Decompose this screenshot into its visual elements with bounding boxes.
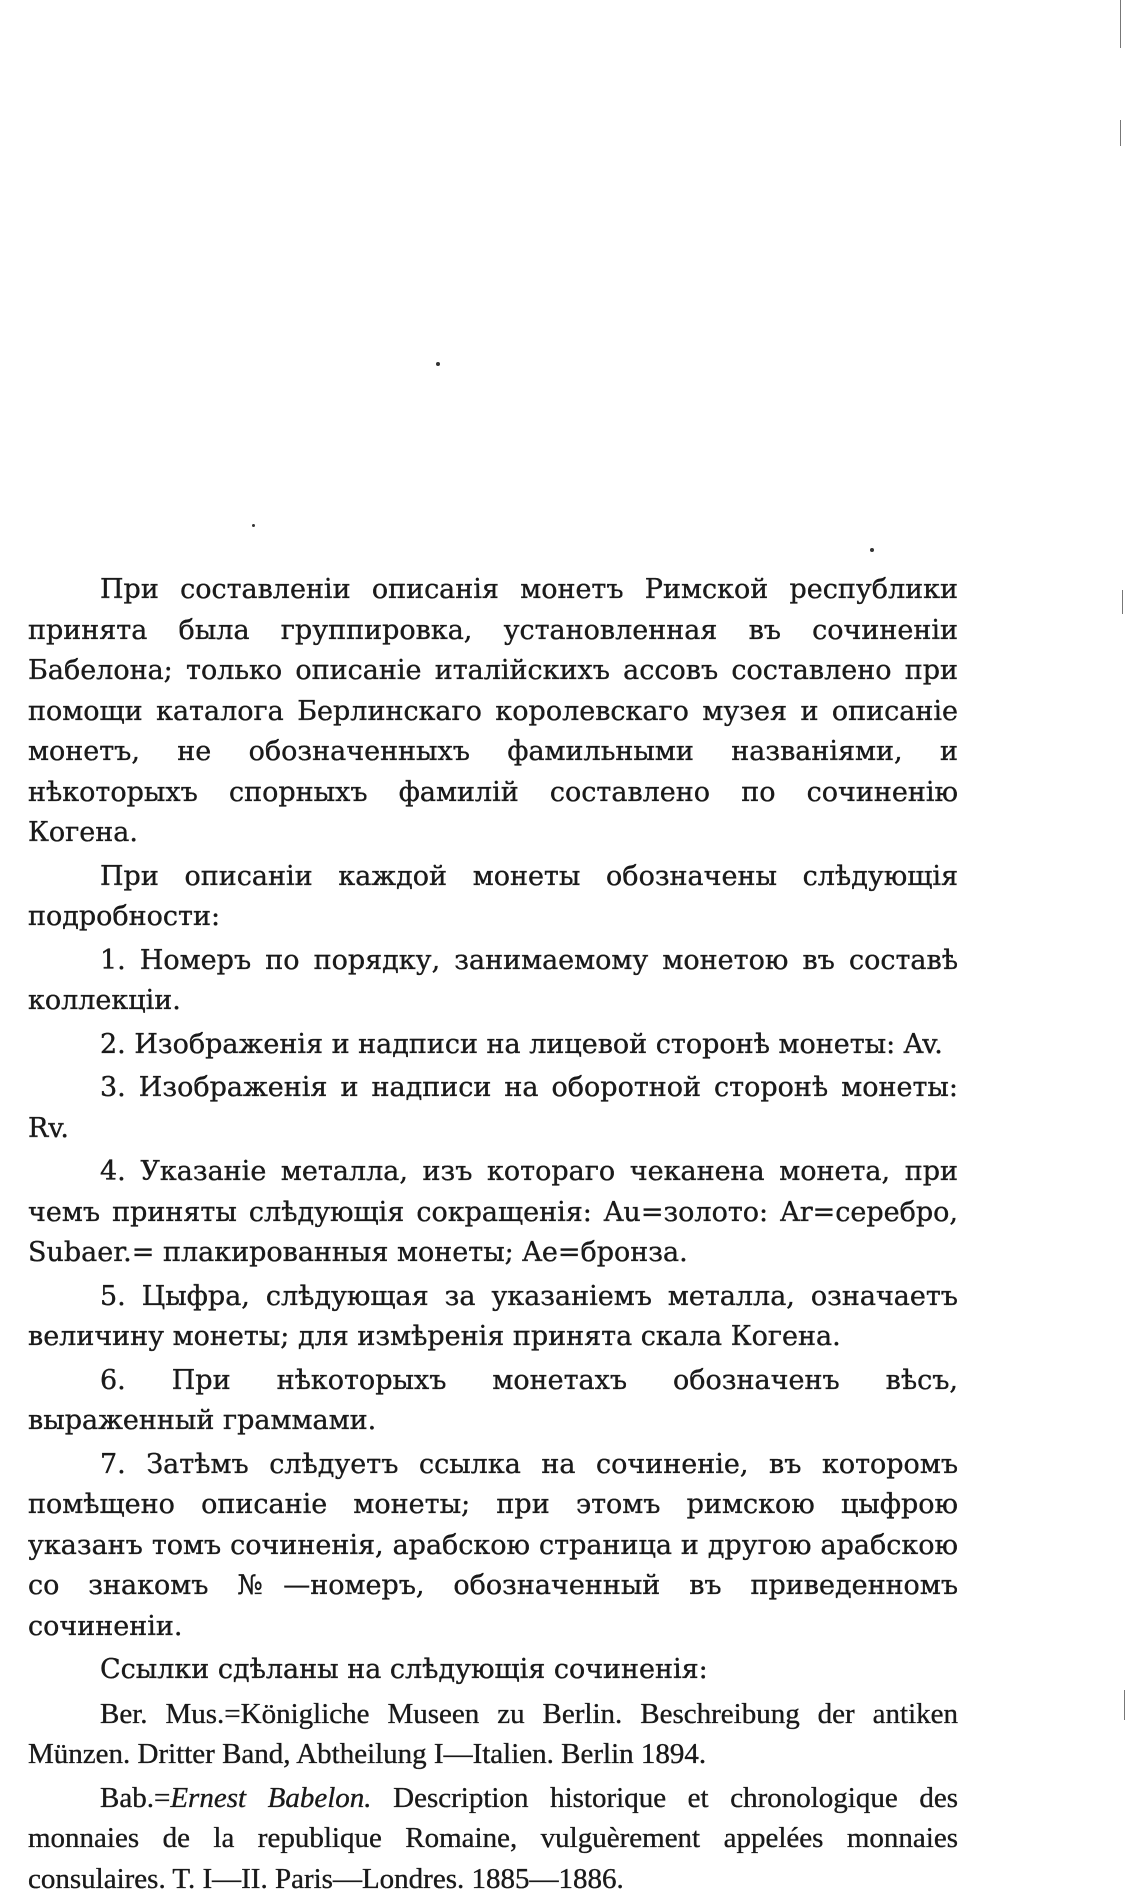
scan-margin-line: [1120, 120, 1121, 146]
list-item: 2. Изображенія и надписи на лицевой сторонѣ монеты: Av.: [100, 1028, 943, 1060]
reference-babelon: [28, 1778, 958, 1900]
intro-paragraph: При составленіи описанія монетъ Римской республики принята была группировка, установленная въ сочиненіи Бабелона; только описаніе италійскихъ ассовъ составлено при помощи каталога Берлинскаго королевскаго музея и описаніе монетъ, не обозначенныхъ фамильными названіями, и нѣкоторыхъ спорныхъ фамилій составлено по сочиненію Когена.: [28, 574, 958, 848]
scan-margin-line: [1122, 590, 1123, 614]
scan-margin-line: [1120, 0, 1121, 48]
reference-author: Ernest Babelon.: [170, 1781, 372, 1814]
scan-speck: [436, 362, 440, 366]
list-item: 4. Указаніе металла, изъ котораго чеканена монета, при чемъ приняты слѣдующія сокращенія: Au=золото: Ar=серебро, Subaer.= плакированныя монеты; Ae=бронза.: [28, 1156, 958, 1268]
body-text: [28, 570, 958, 1902]
reference-title: Description historique et chronologique des monnaies de la republique Romaine, vulguèrement appelées monnaies consulaires. T. I—II. Paris—Londres. 1885—1886.: [28, 1781, 959, 1895]
references-heading: Ссылки сдѣланы на слѣдующія сочиненія:: [100, 1654, 708, 1685]
scan-margin-line: [1124, 1690, 1125, 1720]
details-heading: При описаніи каждой монеты обозначены слѣдующія подробности:: [28, 860, 958, 932]
list-item: 5. Цыфра, слѣдующая за указаніемъ металла, означаетъ величину монеты; для измѣренія принята скала Когена.: [28, 1280, 958, 1352]
reference-abbr: Bab.=: [100, 1781, 171, 1814]
list-item: 1. Номеръ по порядку, занимаемому монетою въ составѣ коллекціи.: [28, 944, 958, 1016]
scan-speck: [870, 548, 874, 552]
list-item: 6. При нѣкоторыхъ монетахъ обозначенъ вѣсъ, выраженный граммами.: [28, 1364, 958, 1436]
scan-speck: [252, 524, 255, 527]
reference-berlin: Ber. Mus.=Königliche Museen zu Berlin. Beschreibung der antiken Münzen. Dritter Band, Abtheilung I—Italien. Berlin 1894.: [28, 1697, 958, 1770]
list-item: 7. Затѣмъ слѣдуетъ ссылка на сочиненіе, въ которомъ помѣщено описаніе монеты; при этомъ римскою цыфрою указанъ томъ сочиненія, арабскою страница и другою арабскою со знакомъ №—номеръ, обозначенный въ приведенномъ сочиненіи.: [28, 1448, 958, 1642]
list-item: 3. Изображенія и надписи на оборотной сторонѣ монеты: Rv.: [28, 1072, 958, 1144]
